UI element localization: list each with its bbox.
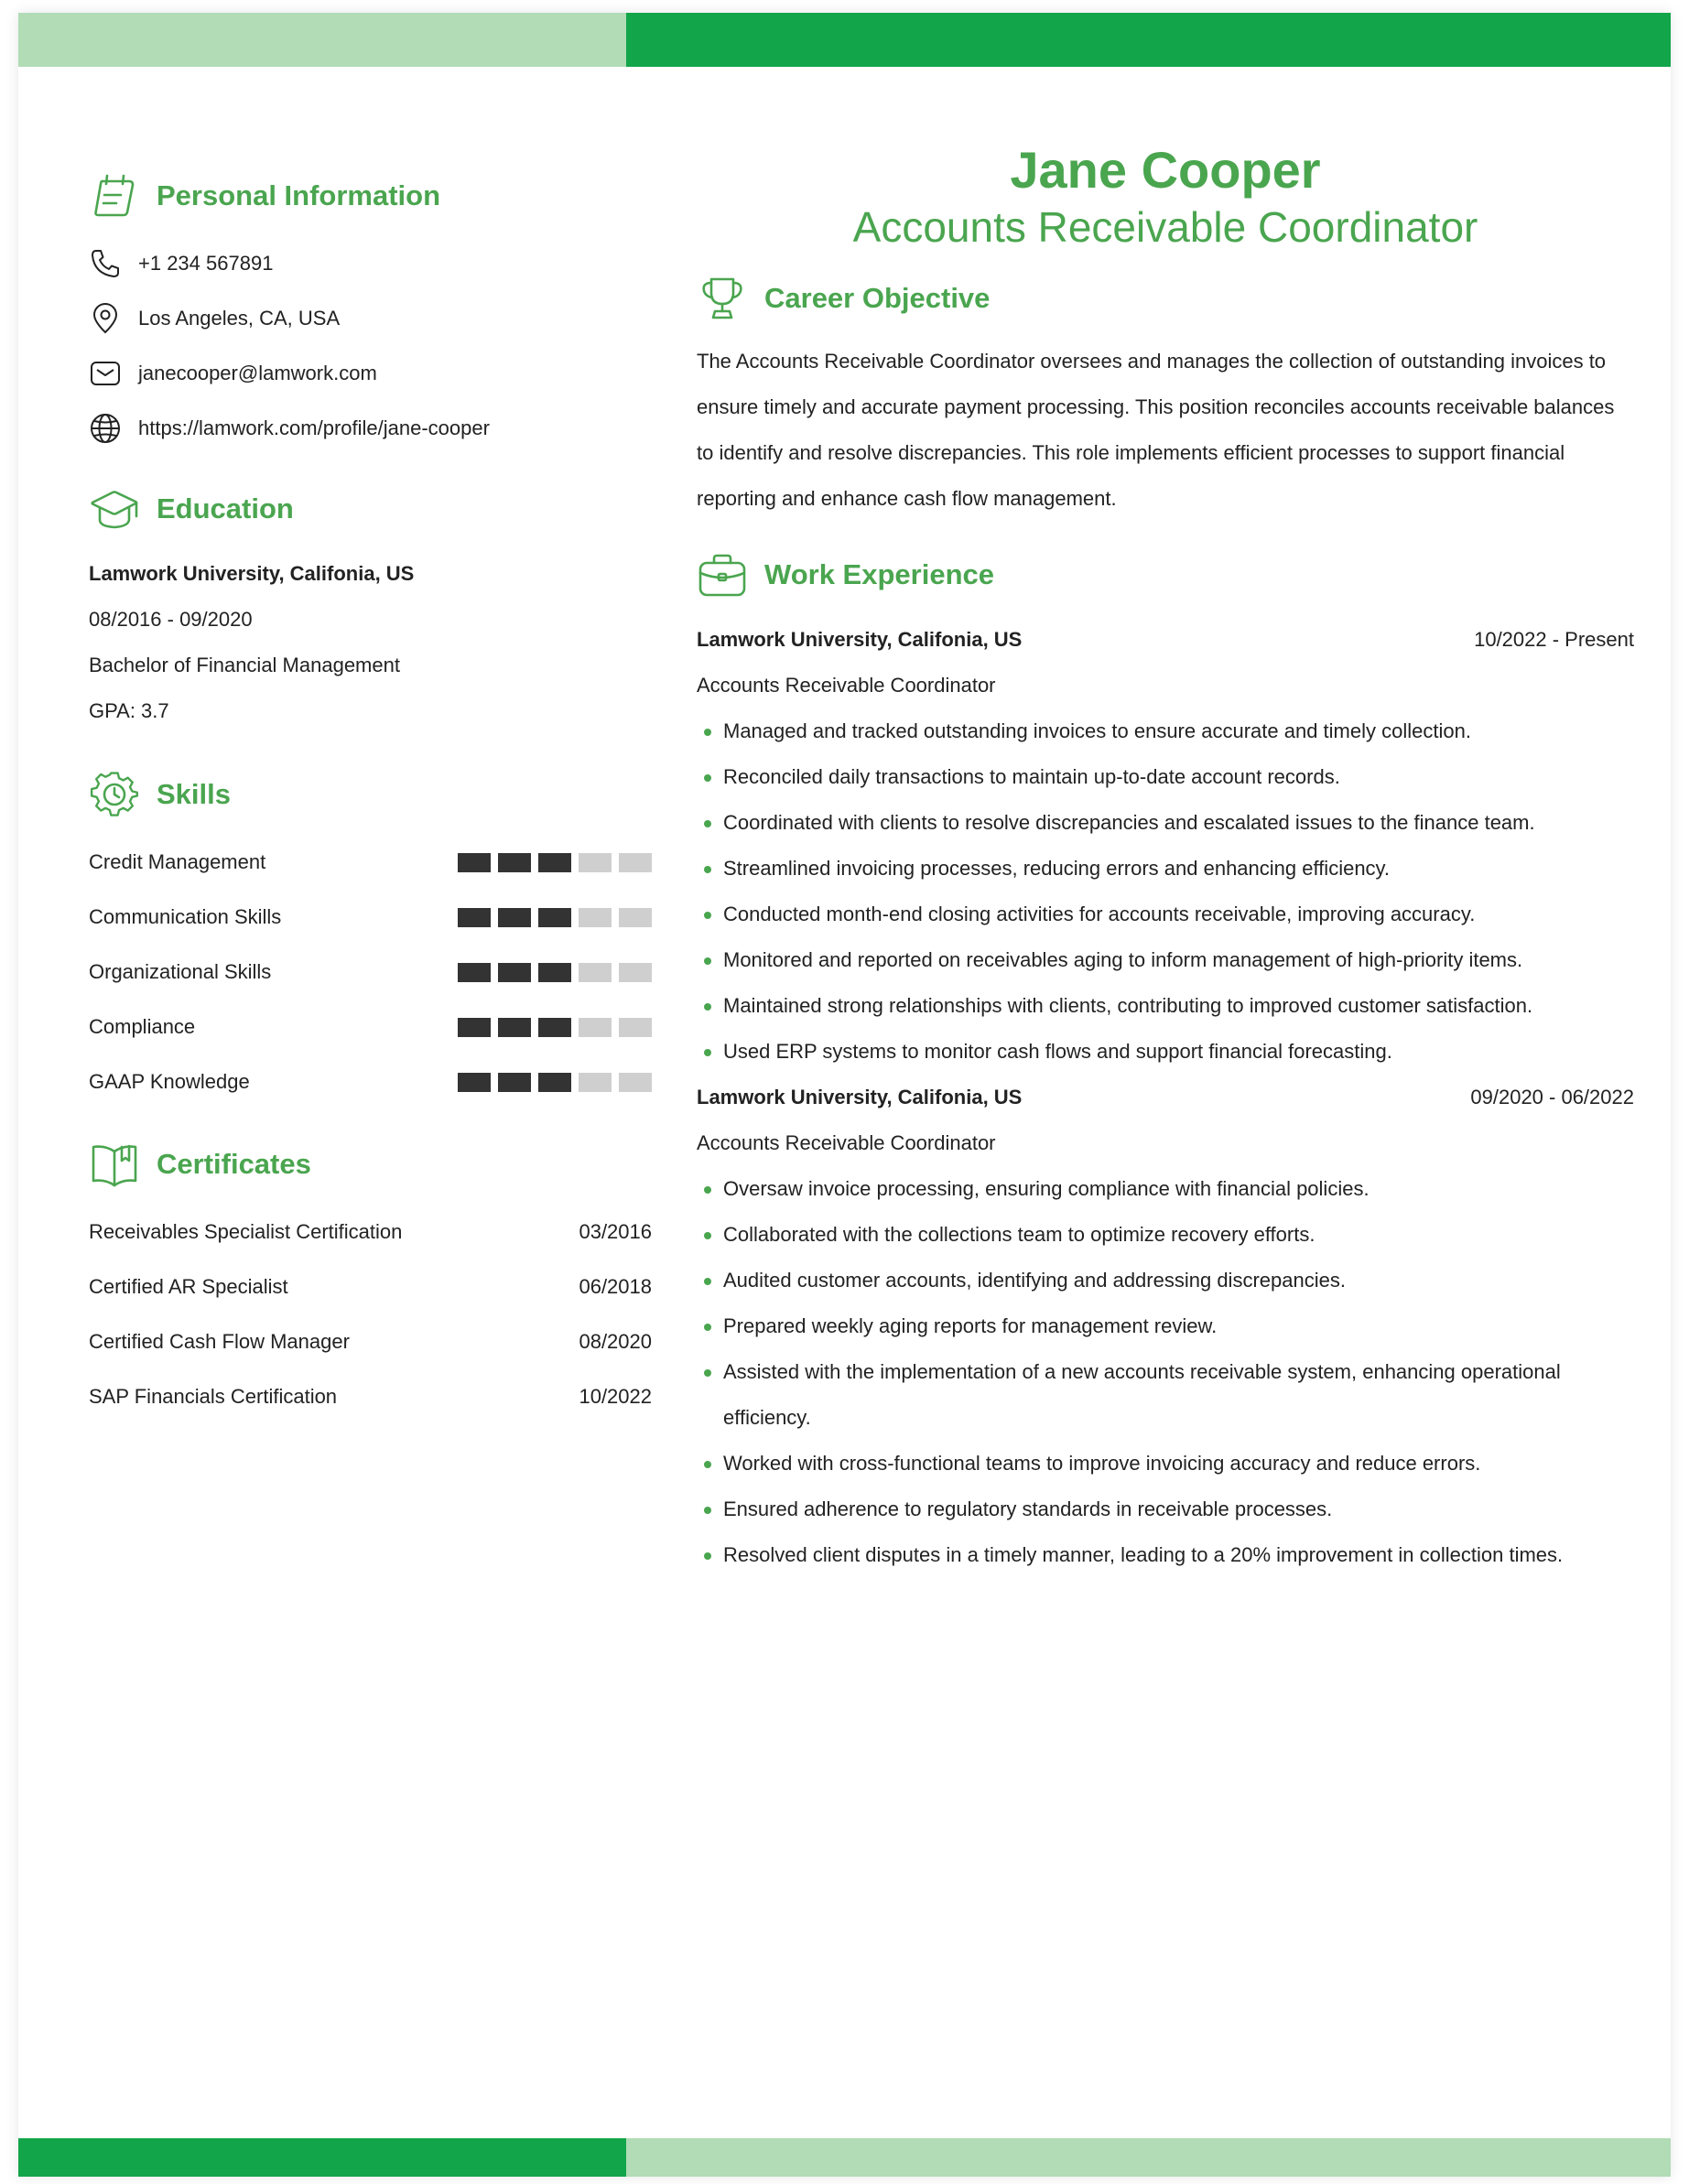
gear-clock-icon [89, 769, 140, 820]
skill-level-empty-block [579, 853, 612, 872]
email-text: janecooper@lamwork.com [138, 362, 377, 384]
education-entry [89, 551, 652, 734]
job-bullet-item: Streamlined invoicing processes, reducing errors and enhancing efficiency. [697, 846, 1634, 892]
certificates-list [89, 1205, 652, 1424]
job-responsibilities [697, 708, 1634, 1075]
personal-info-title: Personal Information [157, 179, 441, 211]
certificate-date: 10/2022 [579, 1385, 652, 1408]
skill-level-empty-block [619, 1073, 652, 1092]
skills-list [89, 835, 652, 1109]
job-bullet-item: Ensured adherence to regulatory standards in receivable processes. [697, 1487, 1634, 1532]
career-objective-title: Career Objective [764, 282, 991, 314]
skill-row [89, 945, 652, 1000]
job-bullet-item: Managed and tracked outstanding invoices to ensure accurate and timely collection. [697, 708, 1634, 754]
skills-title: Skills [157, 778, 231, 810]
job-bullet-item: Used ERP systems to monitor cash flows and support financial forecasting. [697, 1029, 1634, 1075]
certificate-name: Receivables Specialist Certification [89, 1220, 403, 1243]
skill-row [89, 890, 652, 945]
skill-level-empty-block [619, 1018, 652, 1037]
skills-heading [89, 767, 652, 822]
skill-name: GAAP Knowledge [89, 1070, 250, 1093]
career-objective-heading [697, 271, 1634, 326]
top-color-bar [18, 13, 1671, 67]
certificate-date: 03/2016 [579, 1220, 652, 1243]
candidate-role: Accounts Receivable Coordinator [852, 203, 1478, 251]
certificate-name: Certified AR Specialist [89, 1275, 288, 1298]
career-objective-text: The Accounts Receivable Coordinator oversees and manages the collection of outstanding invoices to ensure timely and accurate payment processing. This position reconciles accounts receivable balances to identify and resolve discrepancies. This role implements efficient processes to support financial reporting and enhance cash flow management. [697, 350, 1615, 510]
top-bar-light-segment [18, 13, 626, 67]
job-entry [697, 1075, 1634, 1578]
skill-level-filled-block [458, 1018, 491, 1037]
job-bullet-item: Prepared weekly aging reports for management review. [697, 1303, 1634, 1349]
job-bullet-item: Assisted with the implementation of a new accounts receivable system, enhancing operational efficiency. [697, 1349, 1634, 1441]
skill-level-empty-block [579, 1018, 612, 1037]
job-bullet-item: Resolved client disputes in a timely manner, leading to a 20% improvement in collection times. [697, 1532, 1634, 1578]
job-bullet-item: Worked with cross-functional teams to improve invoicing accuracy and reduce errors. [697, 1441, 1634, 1487]
job-header [697, 617, 1634, 663]
skill-level-filled-block [538, 853, 571, 872]
job-position: Accounts Receivable Coordinator [697, 674, 996, 697]
bottom-bar-dark-segment [18, 2138, 626, 2177]
skill-level-meter [458, 963, 652, 982]
certificates-heading [89, 1137, 652, 1192]
bottom-color-bar [18, 2138, 1671, 2177]
job-bullet-item: Audited customer accounts, identifying and addressing discrepancies. [697, 1258, 1634, 1303]
mail-icon [89, 357, 122, 390]
website-text: https://lamwork.com/profile/jane-cooper [138, 416, 490, 439]
job-bullet-item: Coordinated with clients to resolve discrepancies and escalated issues to the finance team. [697, 800, 1634, 846]
job-bullet-item: Collaborated with the collections team to optimize recovery efforts. [697, 1212, 1634, 1258]
location-row [89, 291, 652, 346]
certificate-row [89, 1260, 652, 1314]
certificate-row [89, 1205, 652, 1260]
skill-level-meter [458, 908, 652, 927]
education-title: Education [157, 492, 294, 524]
certificate-name: SAP Financials Certification [89, 1385, 338, 1408]
skill-row [89, 1000, 652, 1054]
skill-level-meter [458, 1018, 652, 1037]
job-dates: 10/2022 - Present [1474, 628, 1634, 651]
skill-name: Compliance [89, 1015, 196, 1038]
skill-level-filled-block [498, 1073, 531, 1092]
education-gpa: GPA: 3.7 [89, 699, 169, 722]
skill-level-filled-block [498, 1018, 531, 1037]
certificates-title: Certificates [157, 1148, 311, 1180]
right-column [697, 141, 1634, 1578]
education-dates: 08/2016 - 09/2020 [89, 608, 253, 631]
job-bullet-item: Reconciled daily transactions to maintain up-to-date account records. [697, 754, 1634, 800]
calendar-note-icon [89, 170, 140, 222]
skill-level-empty-block [619, 963, 652, 982]
skill-level-empty-block [579, 908, 612, 927]
skill-name: Communication Skills [89, 905, 282, 928]
skill-name: Organizational Skills [89, 960, 272, 983]
skill-row [89, 835, 652, 890]
skill-row [89, 1054, 652, 1109]
skill-level-empty-block [579, 1073, 612, 1092]
skill-level-filled-block [458, 908, 491, 927]
top-bar-dark-segment [626, 13, 1671, 67]
job-entry [697, 617, 1634, 1075]
job-responsibilities [697, 1166, 1634, 1578]
work-experience-heading [697, 547, 1634, 602]
certificate-date: 06/2018 [579, 1275, 652, 1298]
skill-level-filled-block [538, 1018, 571, 1037]
skill-level-filled-block [538, 908, 571, 927]
skill-level-empty-block [619, 908, 652, 927]
skill-level-filled-block [458, 853, 491, 872]
job-bullet-item: Conducted month-end closing activities for accounts receivable, improving accuracy. [697, 892, 1634, 937]
education-school: Lamwork University, Califonia, US [89, 562, 415, 585]
phone-icon [89, 247, 122, 280]
location-pin-icon [89, 302, 122, 335]
job-bullet-item: Monitored and reported on receivables aging to inform management of high-priority items. [697, 937, 1634, 983]
education-heading [89, 481, 652, 536]
job-header [697, 1075, 1634, 1120]
skill-level-filled-block [538, 963, 571, 982]
certificate-row [89, 1314, 652, 1369]
briefcase-icon [697, 549, 748, 600]
job-bullet-item: Oversaw invoice processing, ensuring compliance with financial policies. [697, 1166, 1634, 1212]
globe-icon [89, 412, 122, 445]
skill-level-filled-block [458, 1073, 491, 1092]
job-bullet-item: Maintained strong relationships with clients, contributing to improved customer satisfaction. [697, 983, 1634, 1029]
location-text: Los Angeles, CA, USA [138, 307, 341, 330]
open-book-icon [89, 1139, 140, 1190]
resume-page [18, 13, 1671, 2177]
skill-level-meter [458, 1073, 652, 1092]
trophy-icon [697, 273, 748, 324]
phone-row [89, 236, 652, 291]
skill-name: Credit Management [89, 850, 266, 873]
certificate-date: 08/2020 [579, 1330, 652, 1353]
certificate-row [89, 1369, 652, 1424]
skill-level-filled-block [498, 963, 531, 982]
skill-level-empty-block [579, 963, 612, 982]
candidate-name: Jane Cooper [1010, 141, 1321, 199]
education-degree: Bachelor of Financial Management [89, 654, 400, 676]
skill-level-filled-block [498, 908, 531, 927]
skill-level-filled-block [458, 963, 491, 982]
bottom-bar-light-segment [626, 2138, 1671, 2177]
personal-info-heading [89, 168, 652, 223]
job-company: Lamwork University, Califonia, US [697, 628, 1023, 651]
graduation-cap-icon [89, 483, 140, 535]
work-experience-list [697, 617, 1634, 1578]
job-company: Lamwork University, Califonia, US [697, 1086, 1023, 1108]
job-position: Accounts Receivable Coordinator [697, 1131, 996, 1154]
skill-level-empty-block [619, 853, 652, 872]
email-row [89, 346, 652, 401]
certificate-name: Certified Cash Flow Manager [89, 1330, 350, 1353]
work-experience-title: Work Experience [764, 558, 994, 590]
job-dates: 09/2020 - 06/2022 [1470, 1086, 1634, 1108]
skill-level-filled-block [498, 853, 531, 872]
phone-text: +1 234 567891 [138, 252, 274, 275]
website-row [89, 401, 652, 456]
skill-level-filled-block [538, 1073, 571, 1092]
left-column [89, 168, 652, 1424]
skill-level-meter [458, 853, 652, 872]
